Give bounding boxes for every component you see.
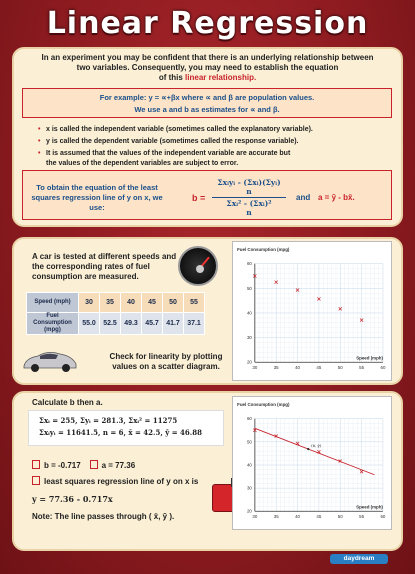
fuel-cell: 45.7 [142, 313, 163, 335]
y-tick-label: 60 [246, 261, 252, 267]
checkbox-icon [32, 476, 40, 485]
page-title: Linear Regression [46, 6, 369, 41]
x-tick-label: 50 [337, 514, 343, 520]
b-value: b = -0.717 [44, 461, 81, 470]
example-line-2: We use a and b as estimates for ∝ and β. [134, 105, 280, 114]
y-tick-label: 40 [246, 462, 252, 468]
car-description: A car is tested at different speeds and the corresponding rates of fuel consumption are measured. [32, 252, 177, 281]
mean-note: Note: The line passes through ( x̄, ȳ ). [32, 512, 175, 521]
table-row-fuel [27, 313, 205, 335]
example-box [22, 88, 392, 118]
formula-b-label: b = [192, 193, 206, 203]
intro-line-2: two variables. Consequently, you may need to establish the equation [76, 63, 339, 72]
y-tick-label: 20 [246, 359, 252, 365]
x-tick-label: 30 [252, 365, 258, 371]
x-tick-label: 60 [380, 365, 386, 371]
speed-cell: 30 [79, 293, 100, 313]
checkbox-icon [90, 460, 98, 469]
formula-denominator-n: n [246, 208, 252, 217]
sums-box [28, 410, 224, 446]
y-tick-label: 50 [246, 439, 252, 445]
linearity-note: Check for linearity by plotting values on a scatter diagram. [109, 352, 223, 371]
x-tick-label: 40 [295, 365, 301, 371]
fuel-cell: 49.3 [121, 313, 142, 335]
x-axis-label: Speed (mph) [356, 504, 383, 510]
bullet-assumption [38, 149, 398, 169]
formula-numerator: Σxᵢyᵢ - (Σxᵢ)(Σyᵢ) [217, 178, 281, 187]
ab-values [32, 460, 135, 470]
x-tick-label: 45 [316, 365, 322, 371]
speed-cell: 45 [142, 293, 163, 313]
mean-point-label: (x̄, ȳ) [311, 443, 322, 449]
speed-cell: 55 [184, 293, 205, 313]
x-tick-label: 30 [252, 514, 258, 520]
sums-line-2: Σxᵢyᵢ = 11641.5, n = 6, x̄ = 42.5, ȳ = 46.88 [39, 428, 202, 437]
intro-line-3-prefix: of this [158, 73, 183, 82]
regression-chart [232, 396, 392, 530]
lsrl-text: least squares regression line of y on x is [44, 477, 199, 486]
formula-a: a = ȳ - bx̄. [318, 193, 355, 202]
speed-cell: 40 [121, 293, 142, 313]
fuel-cell: 52.5 [100, 313, 121, 335]
intro-line-1: In an experiment you may be confident that there is an underlying relationship between [41, 53, 374, 62]
table-row-speed [27, 293, 205, 313]
x-tick-label: 45 [316, 514, 322, 520]
x-axis-label: Speed (mph) [356, 355, 383, 361]
formula-denominator: Σxᵢ² - (Σxᵢ)² [226, 199, 272, 208]
bullet-independent: • x is called the independent variable (sometimes called the explanatory variable). [38, 125, 398, 135]
y-axis-label: Fuel Consumption (mpg) [237, 246, 290, 252]
x-tick-label: 50 [337, 365, 343, 371]
x-tick-label: 40 [295, 514, 301, 520]
x-tick-label: 55 [359, 365, 365, 371]
y-tick-label: 60 [246, 416, 252, 422]
speed-cell: 35 [100, 293, 121, 313]
bullet-assumption-line-1: It is assumed that the values of the independent variable are accurate but [46, 150, 291, 157]
lsrl-row [32, 476, 198, 486]
y-axis-label: Fuel Consumption (mpg) [237, 401, 290, 407]
data-table [26, 292, 205, 335]
formula-intro: To obtain the equation of the least squares regression line of y on x, we use: [31, 183, 163, 212]
fuel-cell: 55.0 [79, 313, 100, 335]
y-tick-label: 20 [246, 508, 252, 514]
intro-text [18, 53, 397, 83]
row-header-fuel: Fuel Consumption (mpg) [27, 313, 79, 335]
speed-cell: 50 [163, 293, 184, 313]
car-icon [20, 346, 80, 376]
example-line-1: For example: y = ∝+βx where ∝ and β are population values. [99, 93, 315, 102]
brand-logo: daydream [330, 554, 388, 564]
y-tick-label: 50 [246, 285, 252, 291]
intro-line-3 [18, 73, 397, 83]
formula-fraction [212, 178, 286, 217]
formula-numerator-n: n [246, 187, 252, 196]
mean-point [307, 448, 309, 450]
intro-highlight: linear relationship. [185, 73, 257, 82]
fraction-bar [212, 197, 286, 198]
y-tick-label: 30 [246, 485, 252, 491]
a-value: a = 77.36 [101, 461, 136, 470]
x-tick-label: 35 [273, 514, 279, 520]
calc-title: Calculate b then a. [32, 398, 103, 407]
checkbox-icon [32, 460, 40, 469]
fuel-cell: 41.7 [163, 313, 184, 335]
row-header-speed: Speed (mph) [27, 293, 79, 313]
y-tick-label: 40 [246, 310, 252, 316]
scatter-chart [232, 241, 392, 381]
gauge-hub [196, 265, 204, 273]
x-tick-label: 60 [380, 514, 386, 520]
sums-line-1: Σxᵢ = 255, Σyᵢ = 281.3, Σxᵢ² = 11275 [39, 416, 178, 425]
x-tick-label: 35 [273, 365, 279, 371]
y-tick-label: 30 [246, 335, 252, 341]
fuel-cell: 37.1 [184, 313, 205, 335]
regression-equation: y = 77.36 - 0.717x [32, 494, 113, 504]
x-tick-label: 55 [359, 514, 365, 520]
bullet-list [38, 125, 398, 171]
bullet-dependent: • y is called the dependent variable (sometimes called the response variable). [38, 137, 398, 147]
bullet-assumption-line-2: the values of the dependent variables are subject to error. [46, 160, 239, 167]
speedometer-icon [178, 246, 218, 286]
formula-and: and [296, 193, 311, 202]
